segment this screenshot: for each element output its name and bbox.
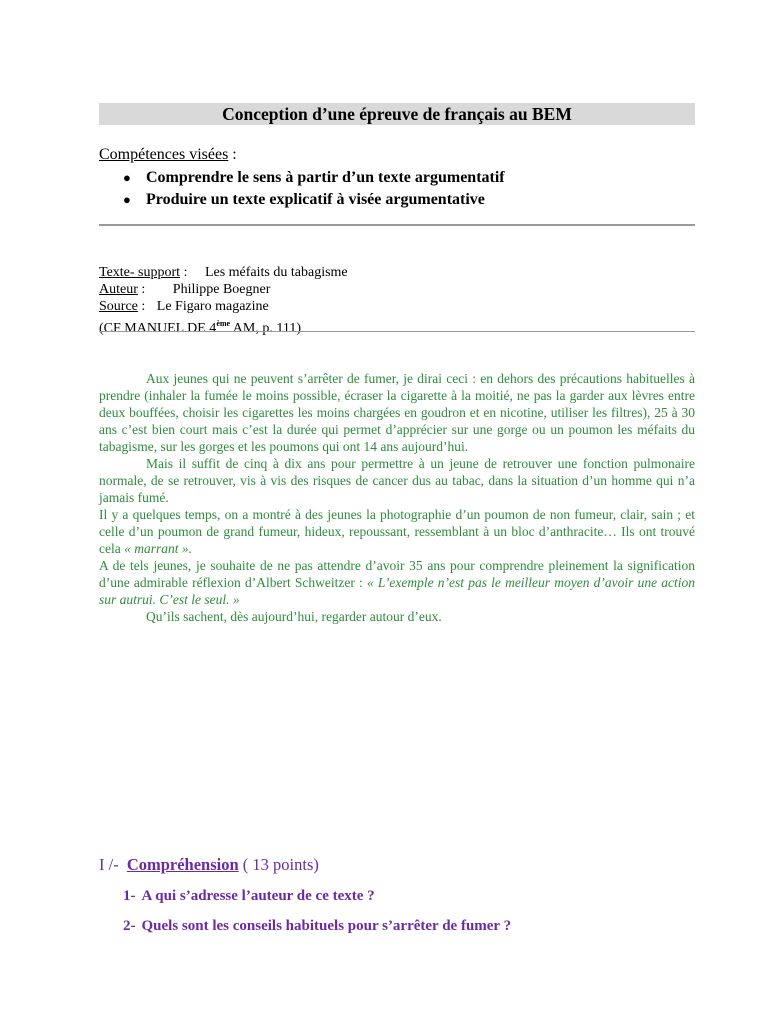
passage-quote: « L’exemple n’est pas le meilleur moyen d’avoir une action sur autrui. C’est le seul. » xyxy=(99,575,695,607)
question-text: Quels sont les conseils habituels pour s’arrêter de fumer ? xyxy=(141,918,512,934)
auteur-value: Philippe Boegner xyxy=(172,282,271,297)
text-passage xyxy=(99,370,695,625)
source-sep: : xyxy=(137,299,146,314)
auteur-row xyxy=(99,281,348,298)
passage-paragraph xyxy=(99,506,695,557)
texte-support-sep: : xyxy=(180,265,188,280)
passage-paragraph: Mais il suffit de cinq à dix ans pour permettre à un jeune de retrouver une fonction pulmonaire normale, de se retrouver, vis à vis des risques de cancer dus au tabac, dans la situation d’un homme qui n’a jamais fumé. xyxy=(99,456,695,505)
question-number: 2- xyxy=(123,918,136,934)
passage-text: Il y a quelques temps, on a montré à des jeunes la photographie d’un poumon de non fumeur, clair, sain ; et celle d’un poumon de grand fumeur, hideux, repoussant, ressemblant à un bloc d’anthracite… Ils ont trouvé cela xyxy=(99,507,695,556)
bullet-icon: ● xyxy=(123,192,131,207)
competences-section xyxy=(99,145,505,211)
auteur-sep: : xyxy=(137,282,146,297)
competences-heading-label: Compétences visées xyxy=(99,146,229,163)
competences-heading xyxy=(99,145,505,165)
passage-quote: « marrant ». xyxy=(124,541,192,556)
section-numeral: I /- xyxy=(99,855,119,874)
section-divider xyxy=(99,331,695,332)
competence-item xyxy=(99,167,505,189)
passage-paragraph: Aux jeunes qui ne peuvent s’arrêter de fumer, je dirai ceci : en dehors des précautions habituelles à prendre (inhaler la fumée le moins possible, écraser la cigarette à la moitié, ne pas la garder aux lèvres entre deux bouffées, choisir les cigarettes les moins chargées en goudron et en nicotine, utiliser les filtres), 25 à 30 ans c’est bien court mais c’est la durée qui permet d’apprécier sur une gorge ou un poumon les méfaits du tabagisme, sur les gorges et les poumons qui ont 14 ans aujourd’hui. xyxy=(99,371,695,454)
manuel-ref-sup: ème xyxy=(216,319,231,328)
comprehension-section xyxy=(99,854,695,936)
manuel-ref-suffix: AM, p. 111) xyxy=(230,321,301,336)
manuel-ref-prefix: (CF MANUEL DE 4 xyxy=(99,321,217,336)
competence-item xyxy=(99,189,505,211)
competences-list xyxy=(99,167,505,211)
document-title: Conception d’une épreuve de français au BEM xyxy=(99,103,695,125)
texte-support-row xyxy=(99,264,348,281)
question-number: 1- xyxy=(123,888,136,904)
section-divider xyxy=(99,224,695,226)
bullet-icon: ● xyxy=(123,170,131,185)
passage-paragraph: Qu’ils sachent, dès aujourd’hui, regarder autour d’eux. xyxy=(146,609,442,624)
source-row xyxy=(99,298,348,315)
competences-heading-colon: : xyxy=(228,146,237,163)
texte-support-label: Texte- support xyxy=(99,265,181,280)
source-value: Le Figaro magazine xyxy=(156,299,269,314)
question-item xyxy=(99,886,695,906)
passage-paragraph xyxy=(99,557,695,608)
manuel-reference xyxy=(99,315,348,337)
question-text: A qui s’adresse l’auteur de ce texte ? xyxy=(141,888,375,904)
source-label: Source xyxy=(99,299,138,314)
question-item xyxy=(99,916,695,936)
comprehension-heading xyxy=(99,854,695,876)
competence-text: Produire un texte explicatif à visée argumentative xyxy=(146,191,485,208)
auteur-label: Auteur xyxy=(99,282,138,297)
comprehension-title: Compréhension xyxy=(126,855,239,874)
text-support-info xyxy=(99,264,348,337)
texte-support-value: Les méfaits du tabagisme xyxy=(204,265,348,280)
question-list xyxy=(99,886,695,936)
passage-text: A de tels jeunes, je souhaite de ne pas attendre d’avoir 35 ans pour comprendre pleinement la signification d’une admirable réflexion d’Albert Schweitzer : xyxy=(99,558,695,590)
comprehension-points: ( 13 points) xyxy=(242,855,319,874)
competence-text: Comprendre le sens à partir d’un texte argumentatif xyxy=(146,169,505,186)
